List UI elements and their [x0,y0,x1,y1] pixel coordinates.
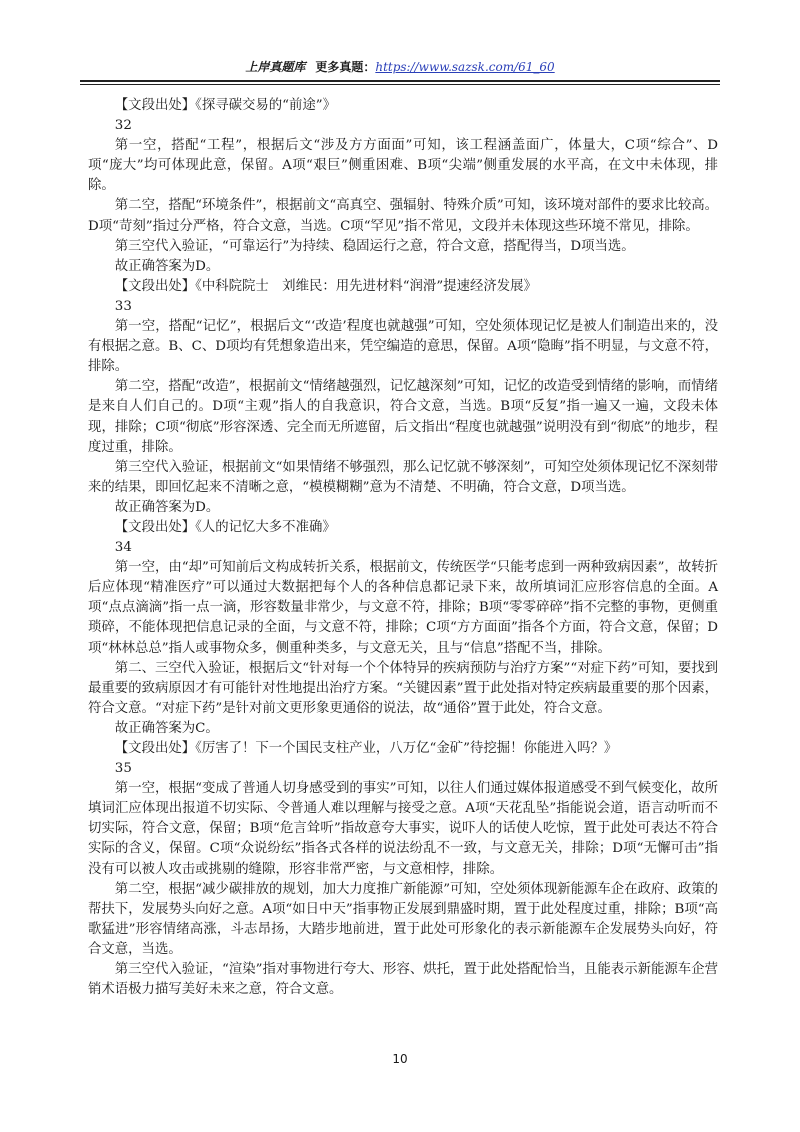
header-more-label: 更多真题： [315,60,376,74]
answer-line: 故正确答案为D。 [114,258,220,274]
page-number: 10 [392,1052,408,1066]
document-body [88,96,718,1000]
source-line: 【文段出处】《中科院院士 刘维民：用先进材料“润滑”提速经济发展》 [114,278,537,294]
explanation-paragraph: 第二空，搭配“改造”，根据前文“情绪越强烈，记忆越深刻”可知，记忆的改造受到情绪的影响，而情绪是来自人们自己的。D项“主观”指人的自我意识，符合文意，当选。B项“反复”指一遍又一遍，文段未体现，排除；C项“彻底”形容深透、完全而无所遮留，后文指出“程度也就越强”说明没有到“彻底”的地步，程度过重，排除。 [88,379,718,455]
explanation-paragraph: 第三空代入验证，“渲染”指对事物进行夸大、形容、烘托，置于此处搭配恰当，且能表示新能源车企营销术语极力描写美好未来之意，符合文意。 [88,962,718,998]
header-rule-thick [80,80,720,82]
explanation-paragraph: 第三空代入验证，根据前文“如果情绪不够强烈，那么记忆就不够深刻”，可知空处须体现记忆不深刻带来的结果，即回忆起来不清晰之意，“模模糊糊”意为不清楚、不明确，符合文意，D项当选。 [88,459,718,495]
explanation-paragraph: 第一空，根据“变成了普通人切身感受到的事实”可知，以往人们通过媒体报道感受不到气候变化，故所填词汇应体现出报道不切实际、令普通人难以理解与接受之意。A项“天花乱坠”指能说会道，语言动听而不切实际，符合文意，保留；B项“危言耸听”指故意夸大事实，说吓人的话使人吃惊，置于此处可表达不符合实际的含义，保留。C项“众说纷纭”指各式各样的说法纷乱不一致，与文意无关，排除；D项“无懈可击”指没有可以被人攻击或挑剔的缝隙，形容非常严密，与文意相悖，排除。 [88,781,718,877]
question-number: 35 [114,761,132,777]
explanation-paragraph: 第二空，根据“减少碳排放的规划，加大力度推广新能源”可知，空处须体现新能源车企在政府、政策的帮扶下，发展势头向好之意。A项“如日中天”指事物正发展到鼎盛时期，置于此处程度过重，排除；B项“高歌猛进”形容情绪高涨，斗志昂扬，大踏步地前进，置于此处可形象化的表示新能源车企发展势头向好，符合文意，当选。 [88,881,718,957]
source-line: 【文段出处】《人的记忆大多不准确》 [114,519,336,535]
explanation-paragraph: 第二空，搭配“环境条件”，根据前文“高真空、强辐射、特殊介质”可知，该环境对部件的要求比较高。D项“苛刻”指过分严格，符合文意，当选。C项“罕见”指不常见，文段并未体现这些环境不常见，排除。 [88,198,718,234]
answer-line: 故正确答案为C。 [114,720,219,736]
question-number: 33 [114,298,132,314]
explanation-paragraph: 第二、三空代入验证，根据后文“针对每一个个体特异的疾病预防与治疗方案”“对症下药”可知，要找到最重要的致病原因才有可能针对性地提出治疗方案。“关键因素”置于此处指对特定疾病最重要的那个因素，符合文意。“对症下药”是针对前文更形象更通俗的说法，故“通俗”置于此处，符合文意。 [88,660,718,716]
question-number: 32 [114,118,132,134]
explanation-paragraph: 第三空代入验证，“可靠运行”为持续、稳固运行之意，符合文意，搭配得当，D项当选。 [114,238,635,254]
question-number: 34 [114,540,132,556]
explanation-paragraph: 第一空，由“却”可知前后文构成转折关系，根据前文，传统医学“只能考虑到一两种致病因素”，故转折后应体现“精准医疗”可以通过大数据把每个人的各种信息都记录下来，故所填词汇应形容信息的全面。A项“点点滴滴”指一点一滴，形容数量非常少，与文意不符，排除；B项“零零碎碎”指不完整的事物，更侧重琐碎，不能体现把信息记录的全面，与文意不符，排除；C项“方方面面”指各个方面，符合文意，保留；D项“林林总总”指人或事物众多，侧重种类多，与文意无关，且与“信息”搭配不当，排除。 [88,560,718,656]
header-link[interactable]: https://www.sazsk.com/61_60 [375,60,555,74]
source-line: 【文段出处】《厉害了！下一个国民支柱产业，八万亿“金矿”待挖掘！你能进入吗？》 [114,741,618,756]
source-line: 【文段出处】《探寻碳交易的“前途”》 [114,98,337,113]
explanation-paragraph: 第一空，搭配“工程”，根据后文“涉及方方面面”可知，该工程涵盖面广，体量大，C项“综合”、D项“庞大”均可体现此意，保留。A项“艰巨”侧重困难、B项“尖端”侧重发展的水平高，在文中未体现，排除。 [88,138,718,194]
explanation-paragraph: 第一空，搭配“记忆”，根据后文“‘改造’程度也就越强”可知，空处须体现记忆是被人们制造出来的，没有根据之意。B、C、D项均有凭想象造出来，凭空编造的意思，保留。A项“隐晦”指不明显，与文意不符，排除。 [88,319,718,375]
page-header [80,58,720,80]
answer-line: 故正确答案为D。 [114,499,220,515]
header-brand: 上岸真题库 [245,60,306,74]
header-rule-thin [80,84,720,85]
